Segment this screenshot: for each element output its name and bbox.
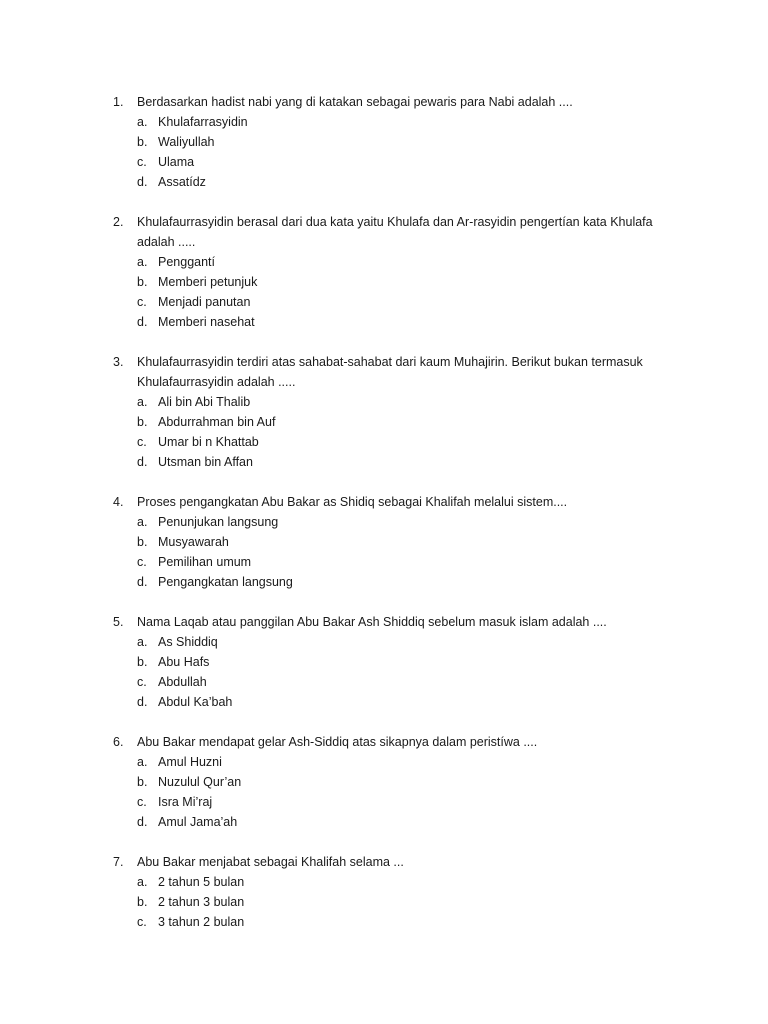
question-number: 2.	[113, 215, 124, 229]
option-text: 2 tahun 5 bulan	[158, 875, 245, 889]
option-letter: c.	[137, 675, 147, 689]
option-item	[113, 412, 673, 432]
option-text: Abdullah	[158, 675, 207, 689]
option-letter: c.	[137, 915, 147, 929]
option-list	[113, 512, 673, 592]
question-7	[113, 852, 673, 932]
question-text: Abu Bakar menjabat sebagai Khalifah selama ...	[137, 855, 404, 869]
option-text: Pemilihan umum	[158, 555, 252, 569]
option-text: Abdurrahman bin Auf	[158, 415, 276, 429]
option-letter: a.	[137, 115, 148, 129]
option-text: Utsman bin Affan	[158, 455, 253, 469]
question-2	[113, 212, 673, 332]
option-item	[113, 672, 673, 692]
option-letter: d.	[137, 455, 148, 469]
option-item	[113, 432, 673, 452]
option-list	[113, 632, 673, 712]
option-letter: b.	[137, 895, 148, 909]
option-letter: c.	[137, 155, 147, 169]
option-item	[113, 552, 673, 572]
option-text: Memberi petunjuk	[158, 275, 258, 289]
question-text: Proses pengangkatan Abu Bakar as Shidiq sebagai Khalifah melalui sistem....	[137, 495, 568, 509]
option-text: Assatídz	[158, 175, 206, 189]
question-3	[113, 352, 673, 472]
option-item	[113, 792, 673, 812]
option-text: Amul Jama’ah	[158, 815, 238, 829]
question-1	[113, 92, 673, 192]
option-list	[113, 392, 673, 472]
option-item	[113, 572, 673, 592]
option-item	[113, 252, 673, 272]
option-letter: c.	[137, 795, 147, 809]
question-6	[113, 732, 673, 832]
option-item	[113, 512, 673, 532]
option-text: Memberi nasehat	[158, 315, 255, 329]
option-letter: a.	[137, 875, 148, 889]
option-list	[113, 872, 673, 932]
option-text: As Shiddiq	[158, 635, 218, 649]
option-text: Menjadi panutan	[158, 295, 251, 309]
option-item	[113, 292, 673, 312]
option-text: Ulama	[158, 155, 195, 169]
option-letter: d.	[137, 815, 148, 829]
question-number: 7.	[113, 855, 124, 869]
option-text: Umar bi n Khattab	[158, 435, 259, 449]
option-item	[113, 312, 673, 332]
option-text: Penunjukan langsung	[158, 515, 279, 529]
option-text: 2 tahun 3 bulan	[158, 895, 245, 909]
question-text: Berdasarkan hadist nabi yang di katakan sebagai pewaris para Nabi adalah ....	[137, 95, 573, 109]
option-text: 3 tahun 2 bulan	[158, 915, 245, 929]
option-item	[113, 892, 673, 912]
option-letter: b.	[137, 655, 148, 669]
option-text: Musyawarah	[158, 535, 229, 549]
option-letter: c.	[137, 555, 147, 569]
option-item	[113, 532, 673, 552]
option-text: Pengangkatan langsung	[158, 575, 293, 589]
question-text: Abu Bakar mendapat gelar Ash-Siddiq atas sikapnya dalam peristíwa ....	[137, 735, 538, 749]
question-4	[113, 492, 673, 592]
option-text: Amul Huzni	[158, 755, 222, 769]
option-letter: c.	[137, 295, 147, 309]
option-item	[113, 112, 673, 132]
option-letter: d.	[137, 695, 148, 709]
option-item	[113, 912, 673, 932]
option-letter: a.	[137, 515, 148, 529]
option-item	[113, 132, 673, 152]
question-number: 6.	[113, 735, 124, 749]
option-item	[113, 812, 673, 832]
option-letter: b.	[137, 775, 148, 789]
option-letter: a.	[137, 635, 148, 649]
question-number: 4.	[113, 495, 124, 509]
option-item	[113, 652, 673, 672]
option-item	[113, 752, 673, 772]
option-text: Nuzulul Qur’an	[158, 775, 242, 789]
option-text: Abu Hafs	[158, 655, 210, 669]
question-text: Khulafaurrasyidin terdiri atas sahabat-sahabat dari kaum Muhajirin. Berikut bukan termasuk Khulafaurrasyidin adalah .....	[137, 355, 643, 389]
option-item	[113, 772, 673, 792]
option-text: Abdul Ka’bah	[158, 695, 233, 709]
option-letter: d.	[137, 175, 148, 189]
question-text: Nama Laqab atau panggilan Abu Bakar Ash Shiddiq sebelum masuk islam adalah ....	[137, 615, 607, 629]
option-letter: a.	[137, 395, 148, 409]
question-number: 5.	[113, 615, 124, 629]
option-item	[113, 392, 673, 412]
option-item	[113, 452, 673, 472]
question-number: 3.	[113, 355, 124, 369]
option-letter: b.	[137, 135, 148, 149]
option-letter: b.	[137, 275, 148, 289]
option-item	[113, 872, 673, 892]
option-text: Waliyullah	[158, 135, 215, 149]
option-text: Ali bin Abi Thalib	[158, 395, 251, 409]
option-item	[113, 692, 673, 712]
option-letter: b.	[137, 415, 148, 429]
option-letter: a.	[137, 755, 148, 769]
option-item	[113, 172, 673, 192]
option-item	[113, 272, 673, 292]
option-list	[113, 112, 673, 192]
option-letter: a.	[137, 255, 148, 269]
question-number: 1.	[113, 95, 124, 109]
option-letter: d.	[137, 315, 148, 329]
option-letter: c.	[137, 435, 147, 449]
option-list	[113, 252, 673, 332]
option-text: Penggantí	[158, 255, 215, 269]
option-item	[113, 152, 673, 172]
question-5	[113, 612, 673, 712]
option-item	[113, 632, 673, 652]
question-text: Khulafaurrasyidin berasal dari dua kata yaitu Khulafa dan Ar-rasyidin pengertían kata Khulafa adalah .....	[137, 215, 653, 249]
option-text: Isra Mi’raj	[158, 795, 213, 809]
option-text: Khulafarrasyidin	[158, 115, 248, 129]
option-letter: b.	[137, 535, 148, 549]
option-list	[113, 752, 673, 832]
option-letter: d.	[137, 575, 148, 589]
